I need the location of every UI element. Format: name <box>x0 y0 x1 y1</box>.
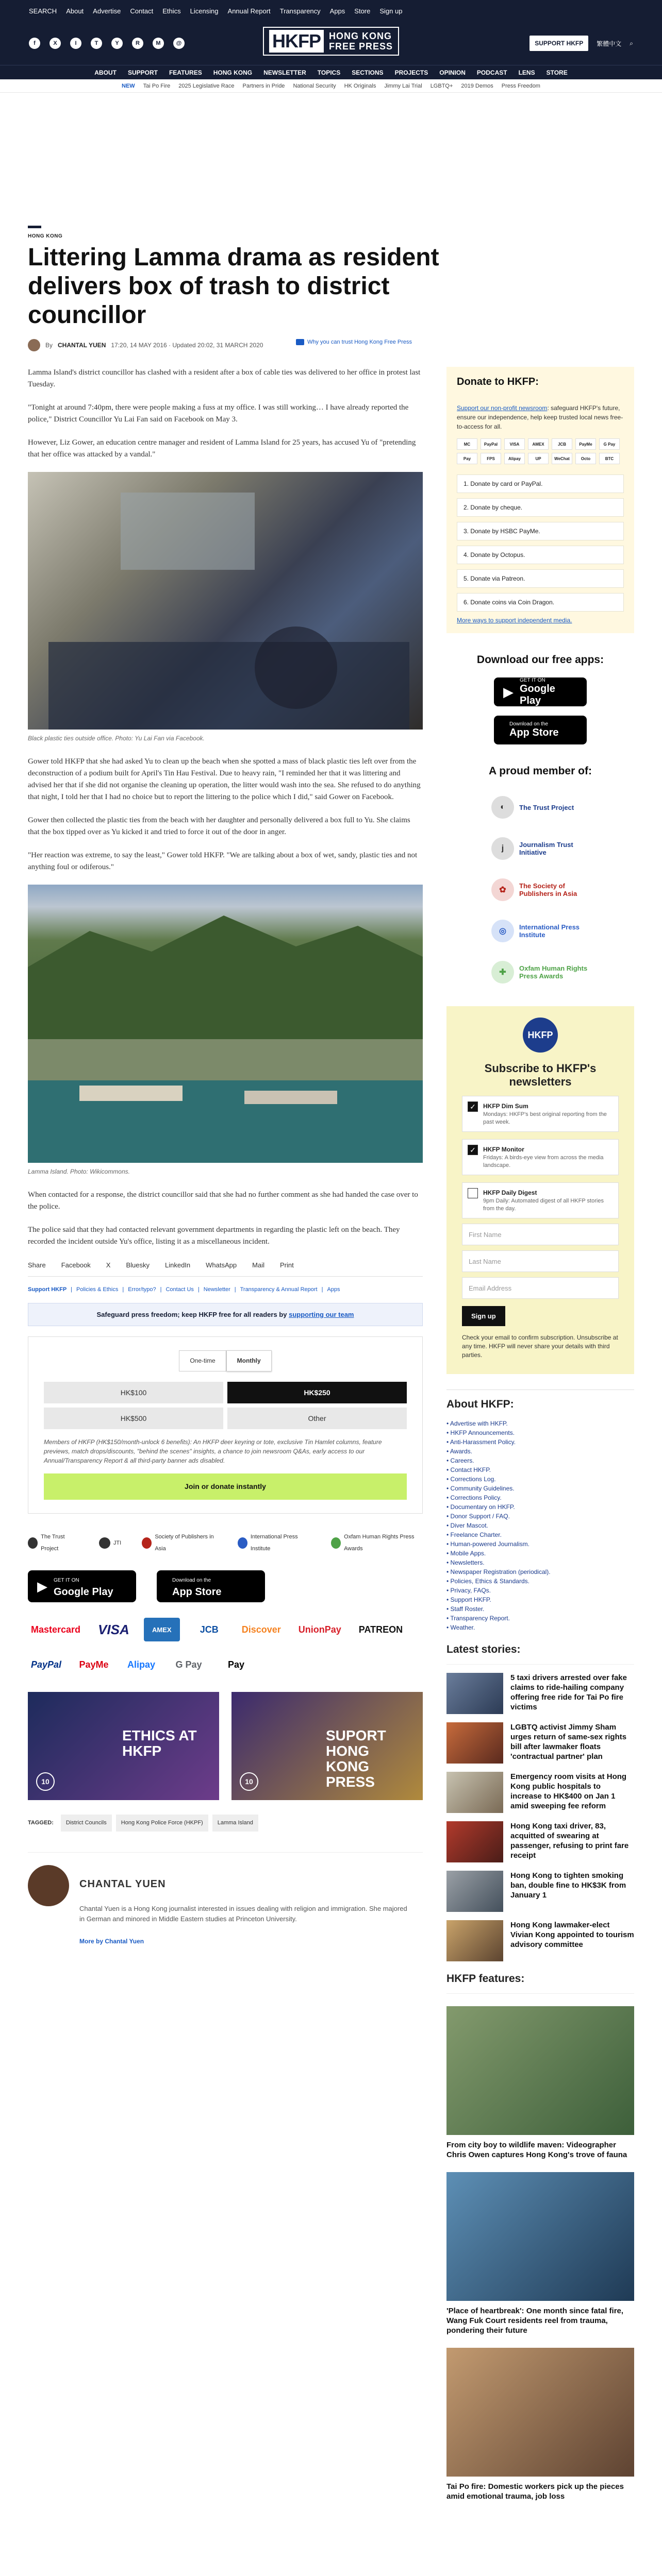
donate-options <box>457 474 624 612</box>
logo-name-line1: HONG KONG <box>328 31 392 41</box>
article-title: Littering Lamma drama as resident delivers box of trash to district councillor <box>28 244 439 329</box>
trending-item[interactable]: 2025 Legislative Race <box>178 82 235 89</box>
donate-option[interactable]: 5. Donate via Patreon. <box>457 569 624 588</box>
nav-newsletter[interactable]: NEWSLETTER <box>263 69 306 76</box>
promo-banners <box>28 1692 423 1800</box>
google-play-icon: ▶ <box>503 684 514 700</box>
safeguard-link[interactable]: supporting our team <box>289 1311 354 1318</box>
footer-link[interactable]: Policies & Ethics <box>76 1286 119 1293</box>
trending-item[interactable]: National Security <box>293 82 336 89</box>
instagram-icon[interactable]: I <box>70 38 81 49</box>
nav-sections[interactable]: SECTIONS <box>352 69 384 76</box>
jti-icon <box>99 1537 110 1549</box>
top-link-store[interactable]: Store <box>354 7 371 15</box>
nav-podcast[interactable]: PODCAST <box>476 69 507 76</box>
card-icon: UP <box>528 453 549 464</box>
trending-item[interactable]: HK Originals <box>344 82 376 89</box>
top-link-licensing[interactable]: Licensing <box>190 7 219 15</box>
trending-item[interactable]: Press Freedom <box>501 82 540 89</box>
member-title: A proud member of: <box>489 765 592 777</box>
oxfam-logo[interactable]: Oxfam Human Rights Press Awards <box>331 1531 423 1555</box>
checkbox-checked[interactable]: ✓ <box>468 1101 478 1112</box>
photo-caption: Black plastic ties outside office. Photo: Yu Lai Fan via Facebook. <box>28 735 205 742</box>
card-icon: PayPal <box>481 438 501 450</box>
amount-option-selected[interactable]: HK$250 <box>227 1382 407 1403</box>
tag[interactable]: District Councils <box>61 1815 112 1832</box>
card-icon: Alipay <box>504 453 525 464</box>
author-bio: Chantal Yuen is a Hong Kong journalist interested in issues dealing with religion and immigration. She majored in German and minored in Middle Eastern studies at Princeton University. <box>79 1905 407 1923</box>
google-play-badge[interactable]: ▶ GET IT ON Google Play <box>494 677 587 706</box>
last-name-input[interactable]: Last Name <box>462 1250 619 1272</box>
frequency-toggle <box>44 1350 407 1371</box>
article-category[interactable]: HONG KONG <box>28 226 634 239</box>
more-by-author-link[interactable]: More by Chantal Yuen <box>79 1938 144 1945</box>
donate-option[interactable]: 1. Donate by card or PayPal. <box>457 474 624 493</box>
hkfp-logo[interactable] <box>263 27 399 56</box>
top-link-about[interactable]: About <box>66 7 84 15</box>
safeguard-banner <box>28 1303 423 1326</box>
about-link[interactable]: • Donor Support / FAQ. <box>446 1512 634 1521</box>
top-utility-bar <box>0 0 662 22</box>
discover-logo: Discover <box>241 1624 281 1635</box>
top-link-annual-report[interactable]: Annual Report <box>227 7 271 15</box>
about-link[interactable]: • Diver Mascot. <box>446 1521 634 1530</box>
nav-opinion[interactable]: OPINION <box>439 69 466 76</box>
trust-project-logo[interactable]: The Trust Project <box>28 1531 78 1555</box>
share-whatsapp[interactable]: WhatsApp <box>206 1261 237 1269</box>
share-linkedin[interactable]: LinkedIn <box>165 1261 191 1269</box>
rss-icon[interactable]: R <box>132 38 143 49</box>
card-icon: FPS <box>481 453 501 464</box>
ipi-logo[interactable]: ◎ International Press Institute <box>491 920 589 942</box>
email-input[interactable]: Email Address <box>462 1277 619 1299</box>
author-box <box>28 1852 423 1947</box>
alipay-logo: Alipay <box>127 1659 156 1670</box>
signup-button[interactable]: Sign up <box>462 1306 505 1326</box>
amount-option-other[interactable]: Other <box>227 1408 407 1429</box>
logo-mark: HKFP <box>269 30 324 53</box>
card-icon: MC <box>457 438 477 450</box>
footer-link[interactable]: Support HKFP <box>28 1286 67 1293</box>
card-icon: VISA <box>504 438 525 450</box>
threads-icon[interactable]: T <box>91 38 102 49</box>
footer-link[interactable]: Transparency & Annual Report <box>240 1286 318 1293</box>
nav-projects[interactable]: PROJECTS <box>394 69 428 76</box>
feature-image <box>446 2172 634 2301</box>
trust-link[interactable]: Why you can trust Hong Kong Free Press <box>296 339 412 345</box>
mastodon-icon[interactable]: M <box>153 38 164 49</box>
sopa-logo[interactable]: ✿ The Society of Publishers in Asia <box>491 878 589 901</box>
support-hkfp-button[interactable]: SUPPORT HKFP <box>529 36 588 51</box>
paragraph: "Tonight at around 7:40pm, there were people making a fuss at my office. I was still working… I have already reported the police," District Councillor Yu Lai Fan said on Facebook on May 3. <box>28 403 409 423</box>
paypal-logo: PayPal <box>31 1659 62 1670</box>
article-body <box>28 367 423 2501</box>
trust-project-icon: ◐ <box>491 796 514 819</box>
sopa-icon <box>142 1537 152 1549</box>
donate-title: Donate to HKFP: <box>457 376 539 387</box>
app-store-badge[interactable]: Download on the App Store <box>494 716 587 744</box>
about-link[interactable]: • Corrections Log. <box>446 1475 634 1484</box>
top-link-apps[interactable]: Apps <box>329 7 345 15</box>
tab-monthly[interactable]: Monthly <box>226 1350 272 1371</box>
about-link[interactable]: • Weather. <box>446 1623 634 1632</box>
story-item[interactable]: Hong Kong lawmaker-elect Vivian Kong appointed to tourism advisory committee <box>446 1920 634 1961</box>
paragraph: Lamma Island's district councillor has clashed with a resident after a box of cable ties was delivered to her office in protest last Tuesday. <box>28 368 421 388</box>
nav-features[interactable]: FEATURES <box>169 69 202 76</box>
sidebar <box>446 367 634 2501</box>
about-link[interactable]: • Newsletters. <box>446 1558 634 1567</box>
about-link[interactable]: • HKFP Announcements. <box>446 1428 634 1437</box>
about-links <box>446 1419 634 1632</box>
support-promo[interactable] <box>231 1692 423 1800</box>
anniversary-badge: 10 <box>36 1772 55 1791</box>
jcb-logo: JCB <box>200 1624 219 1635</box>
features-title: HKFP features: <box>446 1961 634 1994</box>
donate-option[interactable]: 2. Donate by cheque. <box>457 498 624 517</box>
about-link[interactable]: • Documentary on HKFP. <box>446 1502 634 1512</box>
photo-caption: Lamma Island. Photo: Wikicommons. <box>28 1168 130 1175</box>
google-play-badge[interactable]: ▶ GET IT ON Google Play <box>28 1570 136 1602</box>
google-play-icon: ▶ <box>37 1578 47 1594</box>
byline <box>28 339 634 351</box>
membership-text: Members of HKFP (HK$150/month-unlock 6 benefits): An HKFP deer keyring or tote, exclusive Tin Hamlet columns, feature previews, match drops/discounts, "behind the scenes" insights, a chance to join newsroom Q&As, early access to our Annual/Transparency Report & all third-party banner ads disabled. <box>44 1438 382 1464</box>
about-link[interactable]: • Awards. <box>446 1447 634 1456</box>
youtube-icon[interactable]: Y <box>111 38 123 49</box>
share-bar <box>28 1259 423 1277</box>
donate-text: : safeguard HKFP's future, ensure our independence, help keep trusted local news free-to-access for all. <box>457 404 623 430</box>
gpay-logo: G Pay <box>175 1659 202 1670</box>
top-link-transparency[interactable]: Transparency <box>279 7 321 15</box>
share-bluesky[interactable]: Bluesky <box>126 1261 150 1269</box>
amount-option[interactable]: HK$500 <box>44 1408 223 1429</box>
feature-item[interactable]: From city boy to wildlife maven: Videographer Chris Owen captures Hong Kong's trove of fauna <box>446 2006 634 2160</box>
about-link[interactable]: • Human-powered Journalism. <box>446 1539 634 1549</box>
oxfam-logo[interactable]: ✚ Oxfam Human Rights Press Awards <box>491 961 589 984</box>
social-icons <box>29 38 185 49</box>
story-thumbnail <box>446 1772 503 1813</box>
card-icon: BTC <box>599 453 620 464</box>
x-icon[interactable]: X <box>49 38 61 49</box>
story-thumbnail <box>446 1673 503 1714</box>
more-ways-link[interactable]: More ways to support independent media. <box>457 617 572 624</box>
about-link[interactable]: • Privacy, FAQs. <box>446 1586 634 1595</box>
feature-image <box>446 2348 634 2477</box>
card-icon: Pay <box>457 453 477 464</box>
about-link[interactable]: • Careers. <box>446 1456 634 1465</box>
story-item[interactable]: 5 taxi drivers arrested over fake claims to ride-hailing company offering free ride for Tai Po fire victims <box>446 1673 634 1714</box>
article-footer-links: Support HKFP | Policies & Ethics | Error/typo? | Contact Us | Newsletter | Transparency & Annual Report | Apps <box>28 1284 423 1296</box>
ipi-icon <box>238 1537 247 1549</box>
visa-logo: VISA <box>98 1621 129 1637</box>
donate-option[interactable]: 6. Donate coins via Coin Dragon. <box>457 593 624 612</box>
jti-logo[interactable]: j Journalism Trust Initiative <box>491 837 589 860</box>
top-link-ethics[interactable]: Ethics <box>162 7 181 15</box>
tab-one-time[interactable]: One-time <box>179 1350 226 1371</box>
safeguard-text: Safeguard press freedom; keep HKFP free for all readers by <box>96 1311 289 1318</box>
card-icon: Octo <box>575 453 596 464</box>
story-thumbnail <box>446 1871 503 1912</box>
about-link[interactable]: • Newspaper Registration (periodical). <box>446 1567 634 1577</box>
trending-item[interactable]: Jimmy Lai Trial <box>384 82 422 89</box>
app-store-badges <box>28 1570 423 1602</box>
share-facebook[interactable]: Facebook <box>61 1261 91 1269</box>
oxfam-icon <box>331 1537 341 1549</box>
byline-author[interactable]: CHANTAL YUEN <box>58 342 106 349</box>
nav-store[interactable]: STORE <box>546 69 568 76</box>
about-link[interactable]: • Transparency Report. <box>446 1614 634 1623</box>
trending-item[interactable]: 2019 Demos <box>461 82 493 89</box>
masthead <box>0 22 662 65</box>
top-link-advertise[interactable]: Advertise <box>93 7 121 15</box>
paragraph: Gower then collected the plastic ties from the beach with her daughter and personally delivered a box full to Yu. She claims that the box tipped over as Yu kicked it and tried to force it out of the door in anger. <box>28 816 410 836</box>
nav-topics[interactable]: TOPICS <box>317 69 341 76</box>
paragraph: Gower told HKFP that she had asked Yu to clean up the beach when she spotted a mass of black plastic ties left over from the deconstruction of a podium built for April's Tin Hau Festival. Due to heavy rain, "I reminded her that it was littering and advised her that if she did not organise the cleaning up operation, the litter would wash into the sea. She refused to do anything that night, I told her that I had no choice but to report the littering to the police which I did," said Gower on Facebook. <box>28 757 421 801</box>
story-item[interactable]: Hong Kong to tighten smoking ban, double fine to HK$3K from January 1 <box>446 1871 634 1912</box>
tag[interactable]: Hong Kong Police Force (HKPF) <box>116 1815 208 1832</box>
ethics-promo[interactable] <box>28 1692 219 1800</box>
sopa-logo[interactable]: Society of Publishers in Asia <box>142 1531 217 1555</box>
lamma-photo-art <box>28 885 423 1163</box>
about-link[interactable]: • Freelance Charter. <box>446 1530 634 1539</box>
first-name-input[interactable]: First Name <box>462 1224 619 1245</box>
story-item[interactable]: Hong Kong taxi driver, 83, acquitted of swearing at passenger, refusing to print fare receipt <box>446 1821 634 1862</box>
nav-hong-kong[interactable]: HONG KONG <box>213 69 253 76</box>
anniversary-badge: 10 <box>240 1772 258 1791</box>
newsletter-option[interactable]: ✓ HKFP Monitor Fridays: A birds-eye view from across the media landscape. <box>462 1139 619 1175</box>
trending-bar <box>0 79 662 93</box>
office-photo <box>28 472 423 730</box>
newsletter-fine-print: Check your email to confirm subscription. Unsubscribe at any time. HKFP will never share your details with third parties. <box>462 1334 618 1359</box>
about-link[interactable]: • Staff Roster. <box>446 1604 634 1614</box>
top-link-signup[interactable]: Sign up <box>379 7 403 15</box>
email-icon[interactable]: @ <box>173 38 185 49</box>
trust-project-icon <box>28 1537 38 1549</box>
checkbox-unchecked[interactable] <box>468 1188 478 1198</box>
about-title: About HKFP: <box>446 1398 514 1410</box>
features-section <box>446 1961 634 2501</box>
feature-item[interactable]: Tai Po fire: Domestic workers pick up the pieces amid emotional trauma, job loss <box>446 2348 634 2501</box>
about-link[interactable]: • Corrections Policy. <box>446 1493 634 1502</box>
jti-logo[interactable]: JTI <box>99 1537 121 1549</box>
story-thumbnail <box>446 1920 503 1961</box>
payme-logo: PayMe <box>79 1659 109 1670</box>
apps-title: Download our free apps: <box>476 654 604 666</box>
amount-option[interactable]: HK$100 <box>44 1382 223 1403</box>
article-date: 17:20, 14 MAY 2016 · Updated 20:02, 31 MARCH 2020 <box>111 342 263 349</box>
trending-item[interactable]: Tai Po Fire <box>143 82 171 89</box>
about-section <box>446 1389 634 1632</box>
payment-card-icons <box>457 438 624 464</box>
footer-link[interactable]: Contact Us <box>166 1286 194 1293</box>
trending-item[interactable]: LGBTQ+ <box>430 82 453 89</box>
feature-image <box>446 2006 634 2135</box>
nav-about[interactable]: ABOUT <box>94 69 117 76</box>
member-logos <box>446 796 634 984</box>
card-icon: PayMe <box>575 438 596 450</box>
nav-support[interactable]: SUPPORT <box>127 69 158 76</box>
about-link[interactable]: • Support HKFP. <box>446 1595 634 1604</box>
trust-icon <box>296 339 304 345</box>
tags <box>28 1815 423 1832</box>
office-photo-art <box>28 472 423 730</box>
newsletter-option[interactable]: ✓ HKFP Dim Sum Mondays: HKFP's best original reporting from the past week. <box>462 1096 619 1132</box>
donate-support-link[interactable]: Support our non-profit newsroom <box>457 404 548 412</box>
search-link[interactable]: SEARCH <box>29 7 57 15</box>
newsletter-box <box>446 1006 634 1374</box>
patreon-logo: PATREON <box>358 1624 403 1635</box>
about-link[interactable]: • Community Guidelines. <box>446 1484 634 1493</box>
newsletter-title: Subscribe to HKFP's newsletters <box>484 1062 597 1088</box>
paragraph: The police said that they had contacted relevant government departments in regarding the plastic left on the beach. They recorded the incident outside Yu's office, listing it as a miscellaneous incident. <box>28 1226 400 1246</box>
facebook-icon[interactable]: f <box>29 38 40 49</box>
search-icon[interactable]: ⌕ <box>630 39 633 47</box>
trending-label: NEW <box>122 82 135 89</box>
card-icon: G Pay <box>599 438 620 450</box>
mastercard-logo: Mastercard <box>31 1624 81 1635</box>
jti-icon: j <box>491 837 514 860</box>
payment-methods <box>28 1618 423 1676</box>
donate-box <box>446 367 634 633</box>
trending-item[interactable]: Partners in Pride <box>242 82 285 89</box>
main-nav <box>0 65 662 79</box>
author-avatar <box>28 339 40 351</box>
share-x[interactable]: X <box>106 1261 111 1269</box>
donation-widget <box>28 1336 423 1514</box>
paragraph: "Her reaction was extreme, to say the least," Gower told HKFP. "We are talking about a box of wet, sandy, plastic ties and not anything foul or odiferous." <box>28 851 418 871</box>
share-label: Share <box>28 1261 46 1269</box>
sopa-icon: ✿ <box>491 878 514 901</box>
card-icon: JCB <box>552 438 572 450</box>
join-donate-button[interactable]: Join or donate instantly <box>44 1473 407 1500</box>
tag[interactable]: Lamma Island <box>212 1815 258 1832</box>
story-thumbnail <box>446 1821 503 1862</box>
newsletter-option[interactable]: HKFP Daily Digest 9pm Daily: Automated digest of all HKFP stories from the day. <box>462 1182 619 1218</box>
footer-link[interactable]: Apps <box>327 1286 340 1293</box>
promo-title: ETHICS AT HKFP <box>122 1727 197 1759</box>
sidebar-app-badges <box>446 677 634 744</box>
paragraph: When contacted for a response, the district councillor said that she had no further comment as she had handed the case over to the police. <box>28 1191 418 1211</box>
amount-options <box>44 1382 407 1429</box>
card-icon: WeChat <box>552 453 572 464</box>
paragraph: However, Liz Gower, an education centre manager and resident of Lamma Island for 25 years, has accused Yu of "pretending that her office was attacked by a vandal." <box>28 438 416 459</box>
promo-title: SUPORT HONG KONG PRESS <box>326 1727 386 1790</box>
donate-option[interactable]: 3. Donate by HSBC PayMe. <box>457 522 624 540</box>
ipi-logo[interactable]: International Press Institute <box>238 1531 310 1555</box>
unionpay-logo: UnionPay <box>298 1624 341 1635</box>
partner-logos <box>28 1531 423 1555</box>
about-link[interactable]: • Mobile Apps. <box>446 1549 634 1558</box>
top-link-contact[interactable]: Contact <box>130 7 154 15</box>
tags-label: TAGGED: <box>28 1820 54 1826</box>
about-link[interactable]: • Advertise with HKFP. <box>446 1419 634 1428</box>
footer-link[interactable]: Error/typo? <box>128 1286 156 1293</box>
oxfam-icon: ✚ <box>491 961 514 984</box>
language-switch[interactable]: 繁體中文 <box>597 40 622 47</box>
trust-project-logo[interactable]: ◐ The Trust Project <box>491 796 589 819</box>
newsletter-badge: HKFP <box>523 1018 558 1053</box>
share-print[interactable]: Print <box>279 1261 294 1269</box>
share-mail[interactable]: Mail <box>252 1261 264 1269</box>
byline-prefix: By <box>45 342 53 349</box>
amex-logo: AMEX <box>144 1618 180 1641</box>
author-photo[interactable] <box>28 1865 69 1906</box>
about-link[interactable]: • Anti-Harassment Policy. <box>446 1437 634 1447</box>
author-name[interactable]: CHANTAL YUEN <box>79 1878 166 1890</box>
ipi-icon: ◎ <box>491 920 514 942</box>
story-thumbnail <box>446 1722 503 1764</box>
donate-option[interactable]: 4. Donate by Octopus. <box>457 546 624 564</box>
feature-item[interactable]: 'Place of heartbreak': One month since fatal fire, Wang Fuk Court residents reel from trauma, pondering their future <box>446 2172 634 2335</box>
story-item[interactable]: Emergency room visits at Hong Kong public hospitals to increase to HK$400 on Jan 1 amid sweeping fee reform <box>446 1772 634 1813</box>
story-item[interactable]: LGBTQ activist Jimmy Sham urges return of same-sex rights bill after lawmaker floats 'contractual partner' plan <box>446 1722 634 1764</box>
footer-link[interactable]: Newsletter <box>203 1286 230 1293</box>
card-icon: AMEX <box>528 438 549 450</box>
latest-stories <box>446 1632 634 1961</box>
apple-pay-logo: Pay <box>228 1659 245 1670</box>
app-store-badge[interactable]: Download on the App Store <box>157 1570 265 1602</box>
about-link[interactable]: • Contact HKFP. <box>446 1465 634 1475</box>
lamma-island-photo <box>28 885 423 1163</box>
latest-title: Latest stories: <box>446 1632 634 1665</box>
checkbox-checked[interactable]: ✓ <box>468 1145 478 1155</box>
about-link[interactable]: • Policies, Ethics & Standards. <box>446 1577 634 1586</box>
nav-lens[interactable]: LENS <box>518 69 535 76</box>
logo-name-line2: FREE PRESS <box>328 41 393 52</box>
